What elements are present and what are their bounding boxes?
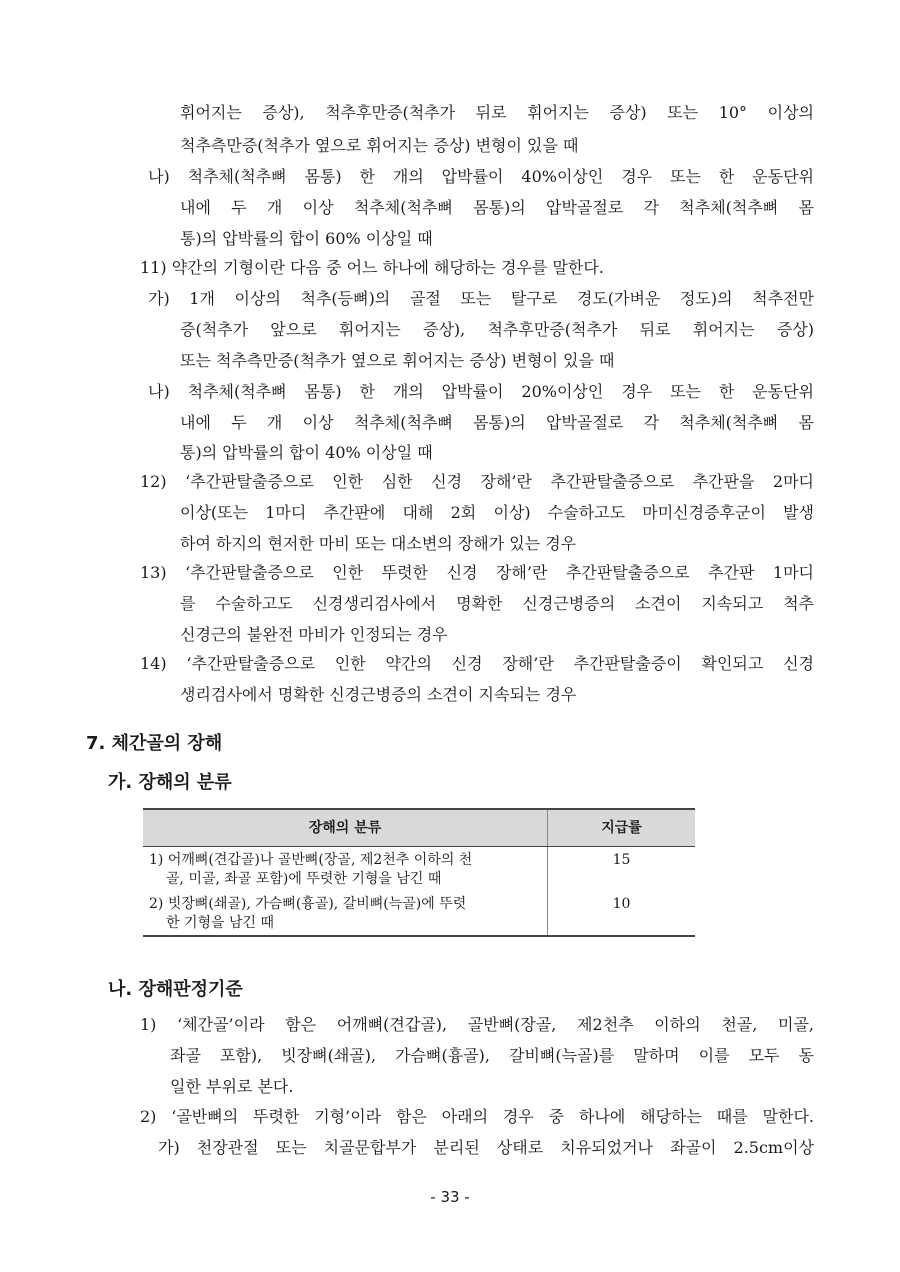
section-title: 7. 체간골의 장해	[86, 733, 223, 754]
subsection-title-classification: 가. 장해의 분류	[108, 772, 232, 793]
body-line: 나) 척추체(척추뼈 몸통) 한 개의 압박률이 40%이상인 경우 또는 한 운동단위	[148, 167, 814, 186]
criteria-line: 2) ‘골반뼈의 뚜렷한 기형’이라 함은 아래의 경우 중 하나에 해당하는 때를 말한다.	[140, 1107, 814, 1126]
table-cell-rate: 10	[548, 891, 696, 936]
table-row	[143, 891, 695, 936]
body-line: 척추측만증(척추가 옆으로 휘어지는 증상) 변형이 있을 때	[180, 136, 579, 155]
criteria-line: 1) ‘체간골’이라 함은 어깨뼈(견갑골), 골반뼈(장골, 제2천추 이하의 천골, 미골,	[140, 1015, 814, 1034]
body-line: 12) ‘추간판탈출증으로 인한 심한 신경 장해’란 추간판탈출증으로 추간판을 2마디	[140, 472, 814, 491]
body-line: 내에 두 개 이상 척추체(척추뼈 몸통)의 압박골절로 각 척추체(척추뼈 몸	[180, 198, 814, 217]
criteria-line: 좌골 포함), 빗장뼈(쇄골), 가슴뼈(흉골), 갈비뼈(늑골)를 말하며 이를 모두 동	[170, 1046, 814, 1065]
column-header-rate: 지급률	[548, 809, 696, 847]
body-line: 생리검사에서 명확한 신경근병증의 소견이 지속되는 경우	[180, 685, 577, 704]
body-line: 가) 1개 이상의 척추(등뼈)의 골절 또는 탈구로 경도(가벼운 정도)의 척추전만	[148, 289, 814, 308]
body-line: 13) ‘추간판탈출증으로 인한 뚜렷한 신경 장해’란 추간판탈출증으로 추간판 1마디	[140, 563, 814, 582]
criteria-line: 가) 천장관절 또는 치골문합부가 분리된 상태로 치유되었거나 좌골이 2.5cm이상	[158, 1138, 814, 1157]
body-line: 내에 두 개 이상 척추체(척추뼈 몸통)의 압박골절로 각 척추체(척추뼈 몸	[180, 413, 814, 432]
body-line: 신경근의 불완전 마비가 인정되는 경우	[180, 625, 448, 644]
body-line: 를 수술하고도 신경생리검사에서 명확한 신경근병증의 소견이 지속되고 척추	[180, 594, 814, 613]
table-cell-rate: 15	[612, 852, 631, 868]
body-line: 14) ‘추간판탈출증으로 인한 약간의 신경 장해’란 추간판탈출증이 확인되고 신경	[140, 654, 814, 673]
column-header-classification: 장해의 분류	[143, 809, 548, 847]
subsection-title-criteria: 나. 장해판정기준	[108, 979, 243, 1000]
body-line: 하여 하지의 현저한 마비 또는 대소변의 장해가 있는 경우	[180, 534, 577, 553]
criteria-line: 일한 부위로 본다.	[170, 1077, 294, 1096]
table-row	[143, 847, 695, 892]
cell-text: 2) 빗장뼈(쇄골), 가슴뼈(흉골), 갈비뼈(늑골)에 뚜렷	[149, 896, 467, 912]
body-line: 또는 척추측만증(척추가 옆으로 휘어지는 증상) 변형이 있을 때	[180, 351, 615, 370]
cell-text: 한 기형을 남긴 때	[166, 915, 275, 931]
body-line: 이상(또는 1마디 추간판에 대해 2회 이상) 수술하고도 마미신경증후군이 발생	[180, 503, 814, 522]
classification-table	[143, 808, 695, 937]
body-line: 나) 척추체(척추뼈 몸통) 한 개의 압박률이 20%이상인 경우 또는 한 운동단위	[148, 382, 814, 401]
body-line: 통)의 압박률의 합이 40% 이상일 때	[180, 443, 433, 462]
table-header-row	[143, 809, 695, 847]
table-cell-classification	[143, 847, 548, 892]
body-line: 휘어지는 증상), 척추후만증(척추가 뒤로 휘어지는 증상) 또는 10° 이상의	[180, 103, 814, 122]
body-line: 증(척추가 앞으로 휘어지는 증상), 척추후만증(척추가 뒤로 휘어지는 증상)	[180, 320, 814, 339]
cell-text: 골, 미골, 좌골 포함)에 뚜렷한 기형을 남긴 때	[166, 871, 442, 887]
body-line: 통)의 압박률의 합이 60% 이상일 때	[180, 229, 433, 248]
cell-text: 1) 어깨뼈(견갑골)나 골반뼈(장골, 제2천추 이하의 천	[149, 852, 473, 868]
table-cell-classification	[143, 891, 548, 936]
body-line: 11) 약간의 기형이란 다음 중 어느 하나에 해당하는 경우를 말한다.	[140, 258, 604, 277]
page-number: - 33 -	[430, 1188, 470, 1206]
